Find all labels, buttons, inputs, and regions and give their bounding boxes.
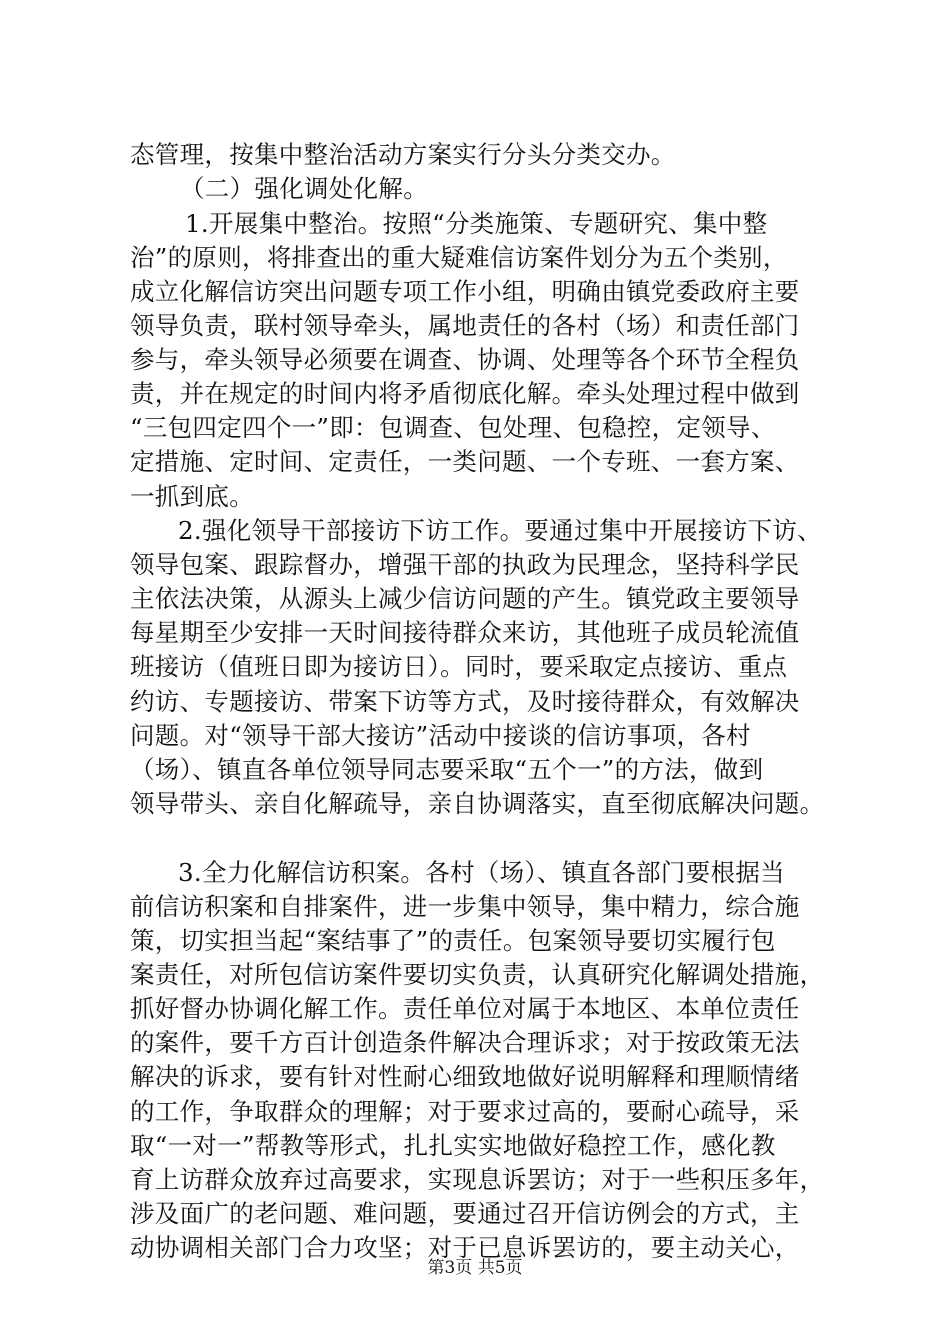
paragraph-line: 治”的原则，将排查出的重大疑难信访案件划分为五个类别， bbox=[130, 243, 788, 272]
paragraph-line: 参与，牵头领导必须要在调查、协调、处理等各个环节全程负 bbox=[130, 345, 800, 374]
paragraph-line: 成立化解信访突出问题专项工作小组，明确由镇党委政府主要 bbox=[130, 277, 800, 306]
paragraph-line: 班接访（值班日即为接访日）。同时，要采取定点接访、重点 bbox=[130, 652, 788, 681]
page-footer: 第3页 共5页 bbox=[427, 1258, 523, 1278]
paragraph-line: 的工作，争取群众的理解；对于要求过高的，要耐心疏导，采 bbox=[130, 1097, 800, 1126]
paragraph-line: 一抓到底。 bbox=[130, 482, 254, 511]
paragraph-line: 前信访积案和自排案件，进一步集中领导，集中精力，综合施 bbox=[130, 892, 800, 921]
paragraph-line: （场）、镇直各单位领导同志要采取“五个一”的方法，做到 bbox=[130, 755, 764, 784]
paragraph-line: 主依法决策，从源头上减少信访问题的产生。镇党政主要领导 bbox=[130, 584, 800, 613]
paragraph-line: 责，并在规定的时间内将矛盾彻底化解。牵头处理过程中做到 bbox=[130, 379, 800, 408]
paragraph-line: 领导带头、亲自化解疏导，亲自协调落实，直至彻底解决问题。 bbox=[130, 789, 825, 818]
paragraph-line: 案责任，对所包信访案件要切实负责，认真研究化解调处措施， bbox=[130, 960, 825, 989]
paragraph-line: 领导负责，联村领导牵头，属地责任的各村（场）和责任部门 bbox=[130, 311, 800, 340]
item-2-heading-line: 2.强化领导干部接访下访工作。要通过集中开展接访下访、 bbox=[178, 516, 822, 545]
paragraph-line: 策，切实担当起“案结事了”的责任。包案领导要切实履行包 bbox=[130, 926, 776, 955]
section-heading: （二）强化调处化解。 bbox=[180, 174, 428, 203]
paragraph-line: 解决的诉求，要有针对性耐心细致地做好说明解释和理顺情绪 bbox=[130, 1062, 800, 1091]
paragraph-line: 抓好督办协调化解工作。责任单位对属于本地区、本单位责任 bbox=[130, 994, 800, 1023]
paragraph-line: 每星期至少安排一天时间接待群众来访，其他班子成员轮流值 bbox=[130, 618, 800, 647]
paragraph-line: “三包四定四个一”即：包调查、包处理、包稳控，定领导、 bbox=[130, 413, 776, 442]
paragraph-line: 涉及面广的老问题、难问题，要通过召开信访例会的方式，主 bbox=[130, 1199, 800, 1228]
paragraph-line: 约访、专题接访、带案下访等方式，及时接待群众，有效解决 bbox=[130, 687, 800, 716]
paragraph-line: 态管理，按集中整治活动方案实行分头分类交办。 bbox=[130, 140, 676, 169]
paragraph-line: 领导包案、跟踪督办，增强干部的执政为民理念，坚持科学民 bbox=[130, 550, 800, 579]
paragraph-line: 动协调相关部门合力攻坚；对于已息诉罢访的，要主动关心， bbox=[130, 1233, 800, 1262]
paragraph-line: 取“一对一”帮教等形式，扎扎实实地做好稳控工作，感化教 bbox=[130, 1131, 776, 1160]
paragraph-line: 的案件，要千方百计创造条件解决合理诉求；对于按政策无法 bbox=[130, 1028, 800, 1057]
item-3-heading-line: 3.全力化解信访积案。各村（场）、镇直各部门要根据当 bbox=[178, 858, 785, 887]
paragraph-line: 问题。对“领导干部大接访”活动中接谈的信访事项，各村 bbox=[130, 721, 751, 750]
paragraph-line: 育上访群众放弃过高要求，实现息诉罢访；对于一些积压多年， bbox=[130, 1165, 825, 1194]
item-1-heading-line: 1.开展集中整治。按照“分类施策、专题研究、集中整 bbox=[185, 209, 768, 238]
paragraph-line: 定措施、定时间、定责任，一类问题、一个专班、一套方案、 bbox=[130, 447, 800, 476]
